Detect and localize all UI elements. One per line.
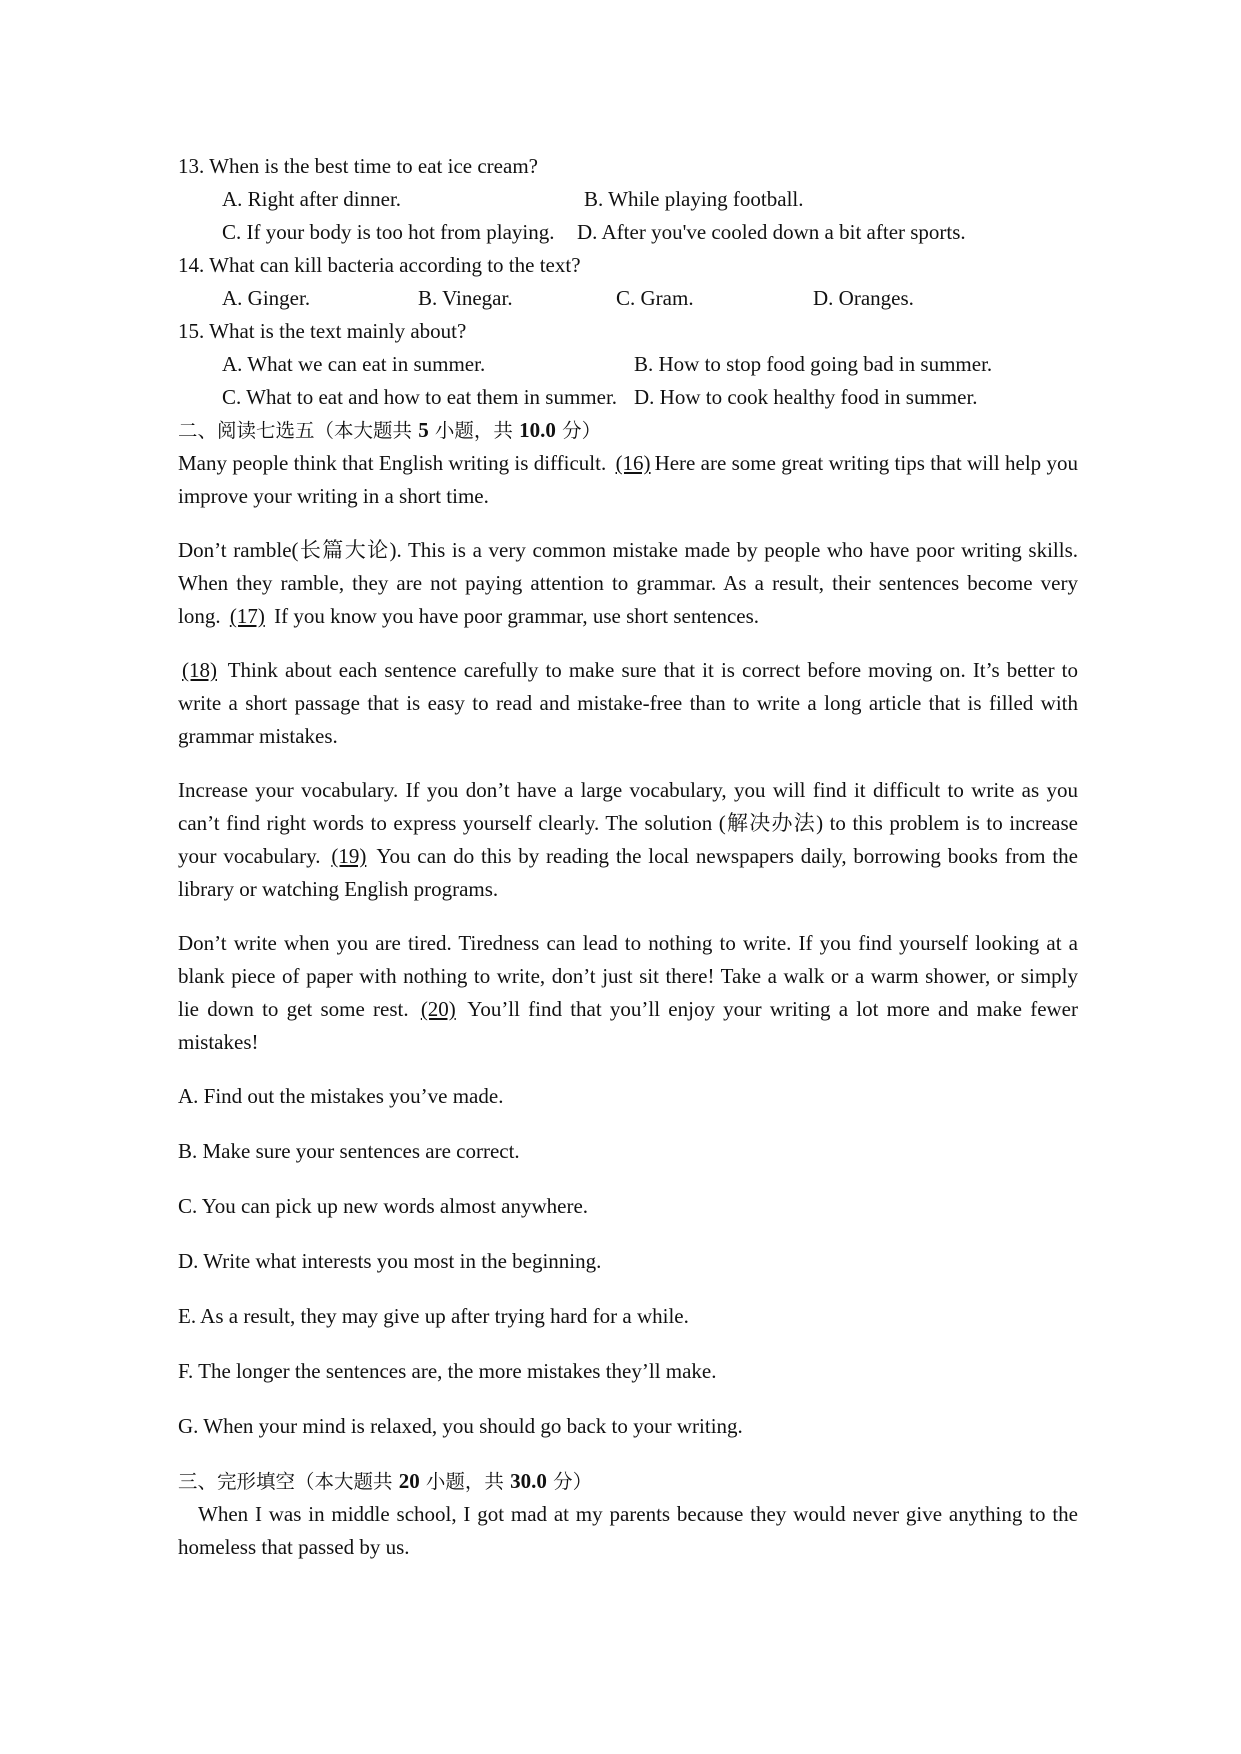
- seven-options-list: [178, 1080, 1078, 1443]
- question-14: [178, 249, 1078, 315]
- option-a: A. Right after dinner.: [222, 187, 402, 211]
- option-row: [178, 348, 1078, 381]
- passage-paragraph-5: Don’t write when you are tired. Tiredness can lead to nothing to write. If you find yourself looking at a blank piece of paper with nothing to write, don’t just sit there! Take a walk or a warm shower, or simply lie down to get some rest. (20) You’ll find that you’ll enjoy your writing a lot more and make fewer mistakes!: [178, 931, 1079, 1054]
- passage-paragraph-2: Don’t ramble(长篇大论). This is a very common mistake made by people who have poor writing skills. When they ramble, they are not paying attention to grammar. As a result, their sentences become very long. (17) If you know you have poor grammar, use short sentences.: [178, 538, 1078, 628]
- option-item: C. You can pick up new words almost anywhere.: [178, 1194, 589, 1218]
- option-item: F. The longer the sentences are, the more mistakes they’ll make.: [178, 1359, 717, 1383]
- blank-19: (19): [331, 844, 367, 868]
- option-a: A. What we can eat in summer.: [222, 352, 486, 376]
- option-row: [178, 216, 1078, 249]
- passage-paragraph-1: Many people think that English writing is difficult. (16) Here are some great writing tips that will help you improve your writing in a short time.: [178, 451, 1078, 508]
- blank-16: (16): [615, 451, 651, 475]
- option-item: A. Find out the mistakes you’ve made.: [178, 1084, 504, 1108]
- option-b: B. How to stop food going bad in summer.: [634, 352, 993, 376]
- question-15: [178, 315, 1078, 414]
- blank-20: (20): [420, 997, 456, 1021]
- option-b: B. Vinegar.: [418, 286, 513, 310]
- question-stem: 13. When is the best time to eat ice cream?: [178, 154, 538, 178]
- question-stem: 15. What is the text mainly about?: [178, 319, 467, 343]
- option-row: [178, 183, 1078, 216]
- option-d: D. How to cook healthy food in summer.: [634, 385, 978, 409]
- option-d: D. After you've cooled down a bit after sports.: [577, 220, 966, 244]
- option-c: C. Gram.: [616, 286, 694, 310]
- passage-paragraph-3: (18) Think about each sentence carefully to make sure that it is correct before moving on. It’s better to write a short passage that is easy to read and mistake-free than to write a long article that is filled with grammar mistakes.: [178, 658, 1079, 748]
- option-item: B. Make sure your sentences are correct.: [178, 1139, 520, 1163]
- option-d: D. Oranges.: [813, 286, 914, 310]
- option-c: C. If your body is too hot from playing.: [222, 220, 555, 244]
- passage-paragraph-4: Increase your vocabulary. If you don’t have a large vocabulary, you will find it difficult to write as you can’t find right words to express yourself clearly. The solution (解决办法) to this problem is to increase your vocabulary. (19) You can do this by reading the local newspapers daily, borrowing books from the library or watching English programs.: [178, 778, 1078, 901]
- option-row: [178, 282, 1078, 315]
- question-stem: 14. What can kill bacteria according to the text?: [178, 253, 581, 277]
- question-13: [178, 150, 1078, 249]
- option-item: D. Write what interests you most in the beginning.: [178, 1249, 602, 1273]
- blank-18: (18): [182, 658, 217, 682]
- option-b: B. While playing football.: [584, 187, 804, 211]
- option-item: E. As a result, they may give up after trying hard for a while.: [178, 1304, 689, 1328]
- option-item: G. When your mind is relaxed, you should go back to your writing.: [178, 1414, 743, 1438]
- option-c: C. What to eat and how to eat them in summer.: [222, 385, 618, 409]
- blank-17: (17): [229, 604, 265, 628]
- option-row: [178, 381, 1078, 414]
- document-page: [178, 150, 1078, 1585]
- option-a: A. Ginger.: [222, 286, 311, 310]
- cloze-intro: When I was in middle school, I got mad at my parents because they would never give anything to the homeless that passed by us.: [178, 1502, 1078, 1559]
- section-2-heading: 二、阅读七选五（本大题共 5 小题，共 10.0 分）: [178, 418, 602, 442]
- section-3-heading: 三、完形填空（本大题共 20 小题，共 30.0 分）: [178, 1469, 593, 1493]
